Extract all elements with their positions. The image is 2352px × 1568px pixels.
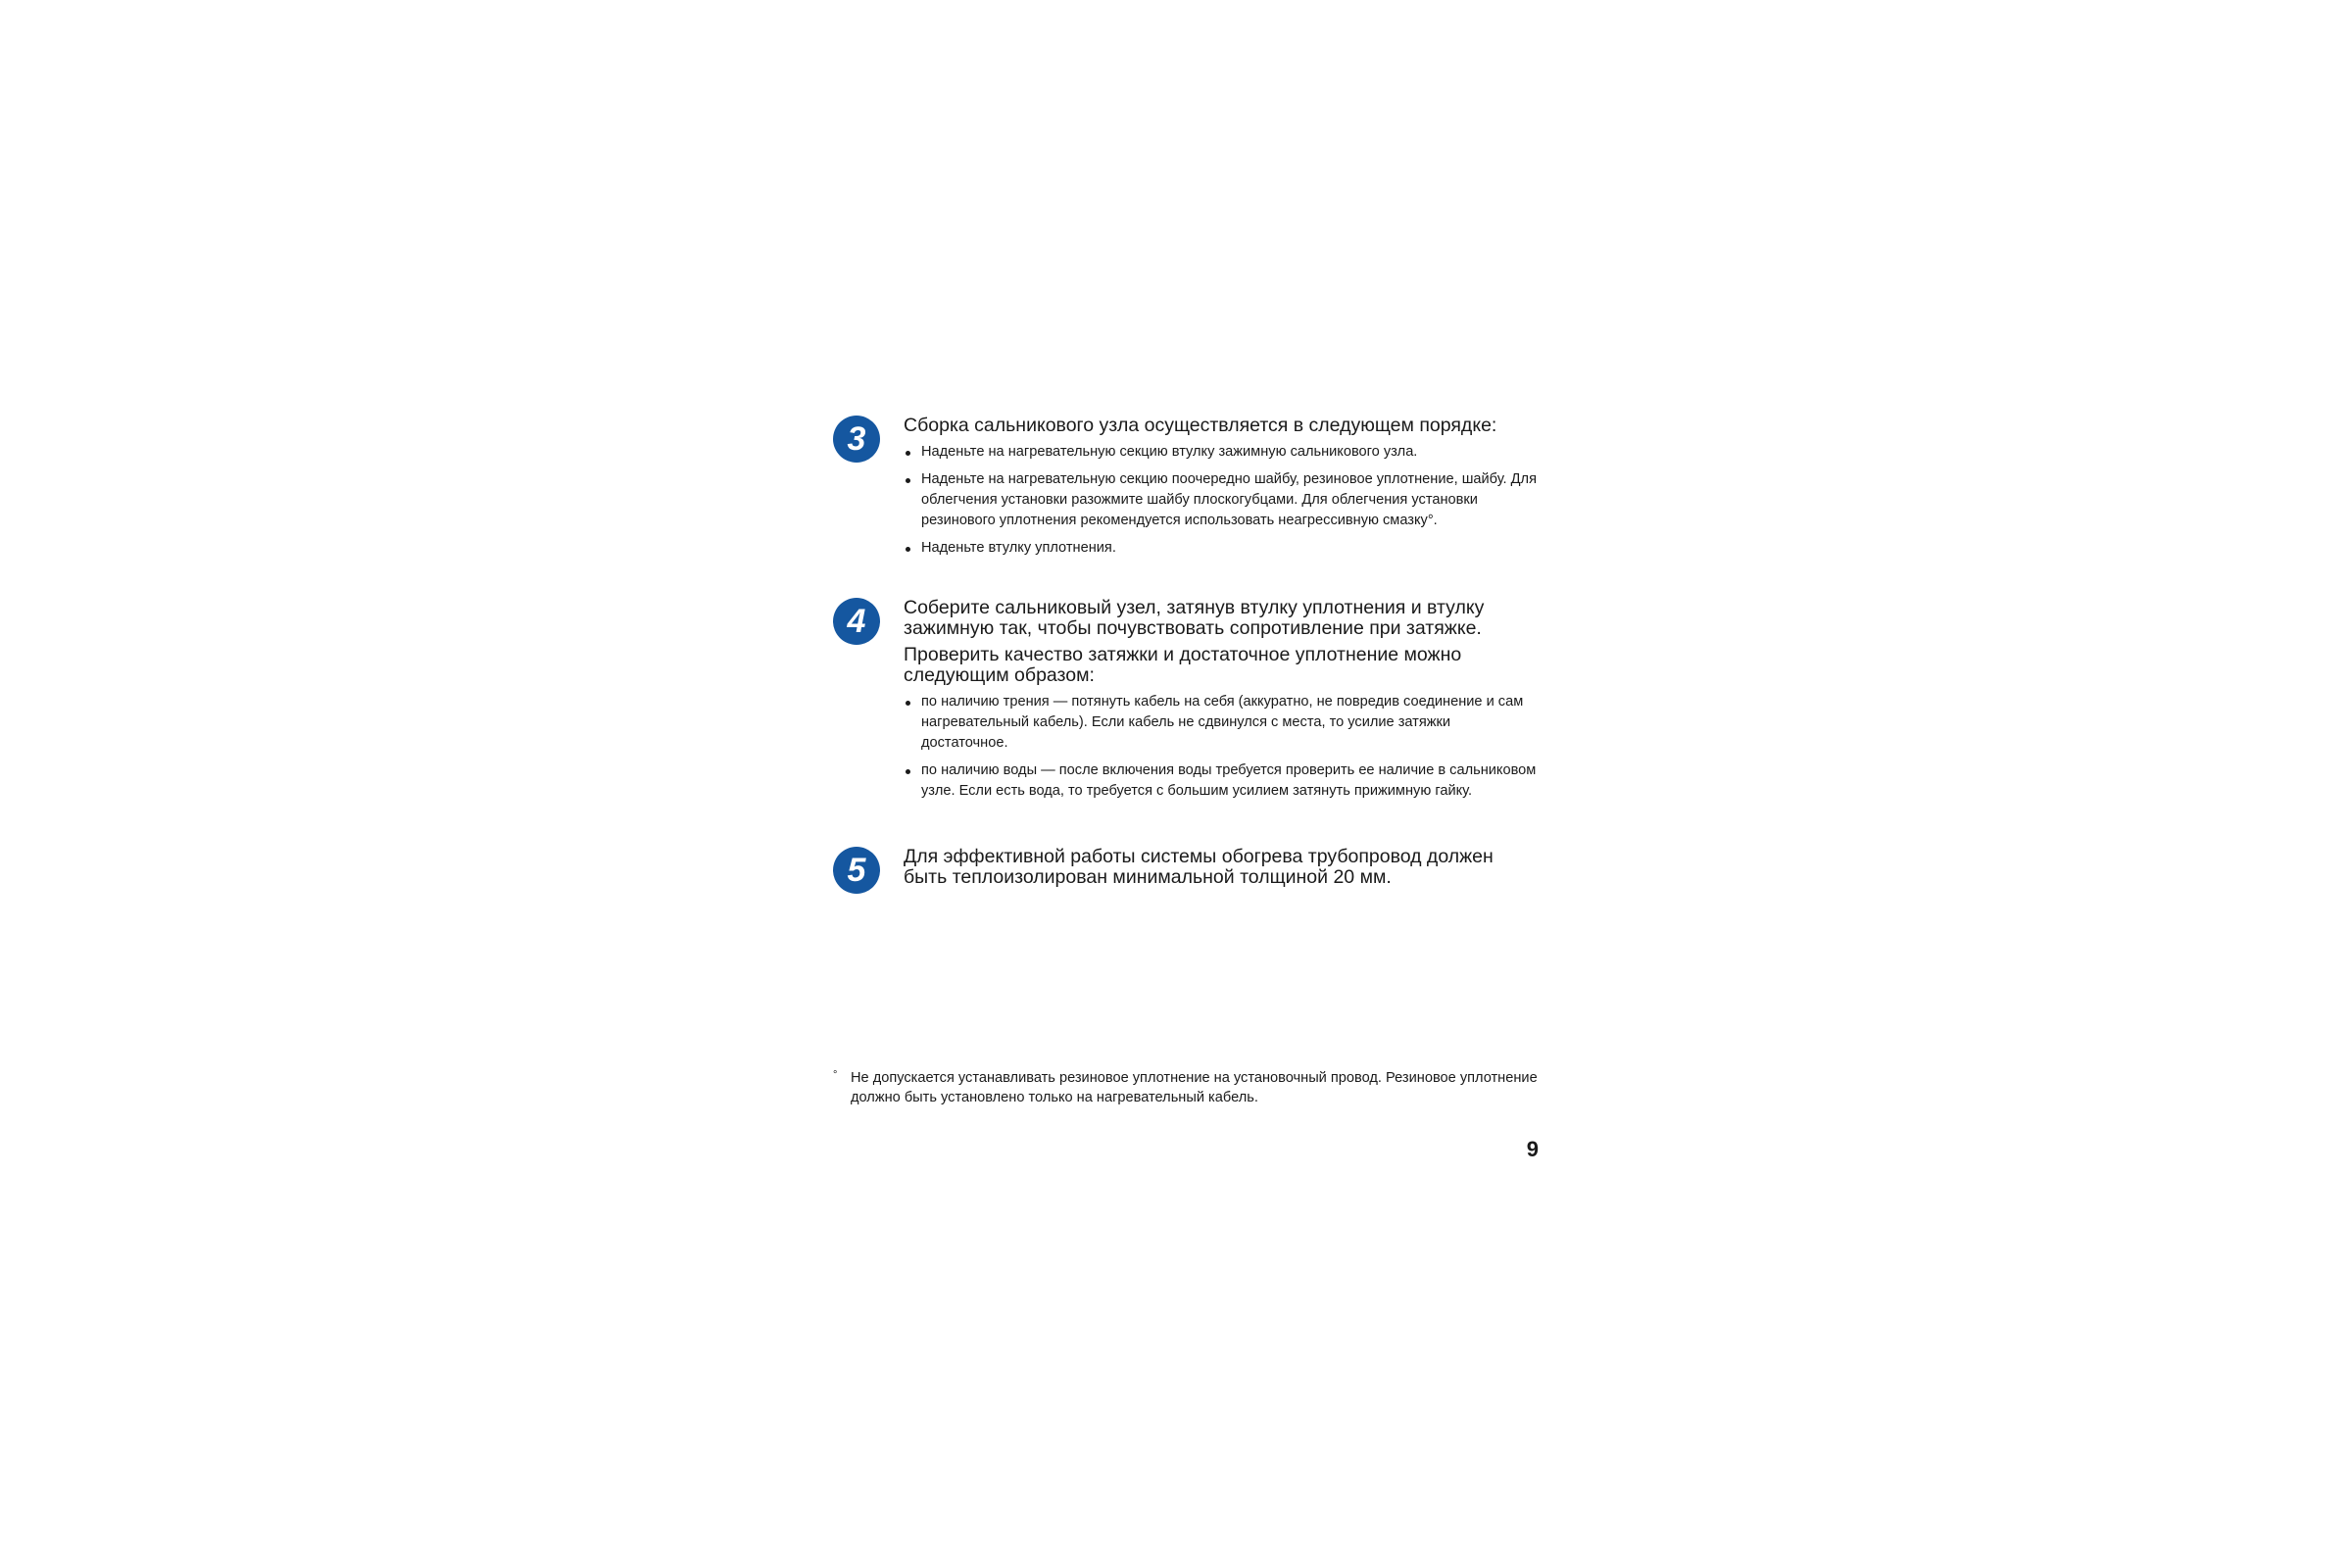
list-item: Наденьте на нагревательную секцию поочередно шайбу, резиновое уплотнение, шайбу. Для облегчения установки разожмите шайбу плоскогубцами. Для облегчения установки резинового уплотнения рекомендуется использовать неагрессивную смазку°. (904, 469, 1539, 531)
footnote-mark: ° (833, 1069, 838, 1081)
step-content (904, 416, 1539, 565)
list-item: Наденьте втулку уплотнения. (904, 538, 1539, 559)
step-heading: Соберите сальниковый узел, затянув втулку уплотнения и втулку зажимную так, чтобы почувствовать сопротивление при затяжке. (904, 597, 1485, 639)
step-heading: Сборка сальникового узла осуществляется в следующем порядке: (904, 415, 1497, 436)
bullet-list (904, 692, 1539, 802)
step-number-badge: 3 (833, 416, 880, 463)
page-number: 9 (1526, 1137, 1539, 1161)
list-item: Наденьте на нагревательную секцию втулку зажимную сальникового узла. (904, 442, 1539, 463)
footnote-text: Не допускается устанавливать резиновое уплотнение на установочный провод. Резиновое уплотнение должно быть установлено только на нагревательный кабель. (851, 1070, 1538, 1105)
list-item: по наличию трения — потянуть кабель на себя (аккуратно, не повредив соединение и сам нагревательный кабель). Если кабель не сдвинулся с места, то усилие затяжки достаточное. (904, 692, 1539, 754)
step-subheading: Проверить качество затяжки и достаточное уплотнение можно следующим образом: (904, 644, 1462, 686)
bullet-list (904, 442, 1539, 559)
list-item: по наличию воды — после включения воды требуется проверить ее наличие в сальниковом узле. Если есть вода, то требуется с большим усилием затянуть прижимную гайку. (904, 760, 1539, 802)
step-content (904, 598, 1539, 808)
step-content (904, 847, 1539, 888)
step-number-badge: 4 (833, 598, 880, 645)
step-heading: Для эффективной работы системы обогрева трубопровод должен быть теплоизолирован минимальной толщиной 20 мм. (904, 846, 1494, 888)
document-page (833, 412, 1539, 1176)
step-number-badge: 5 (833, 847, 880, 894)
